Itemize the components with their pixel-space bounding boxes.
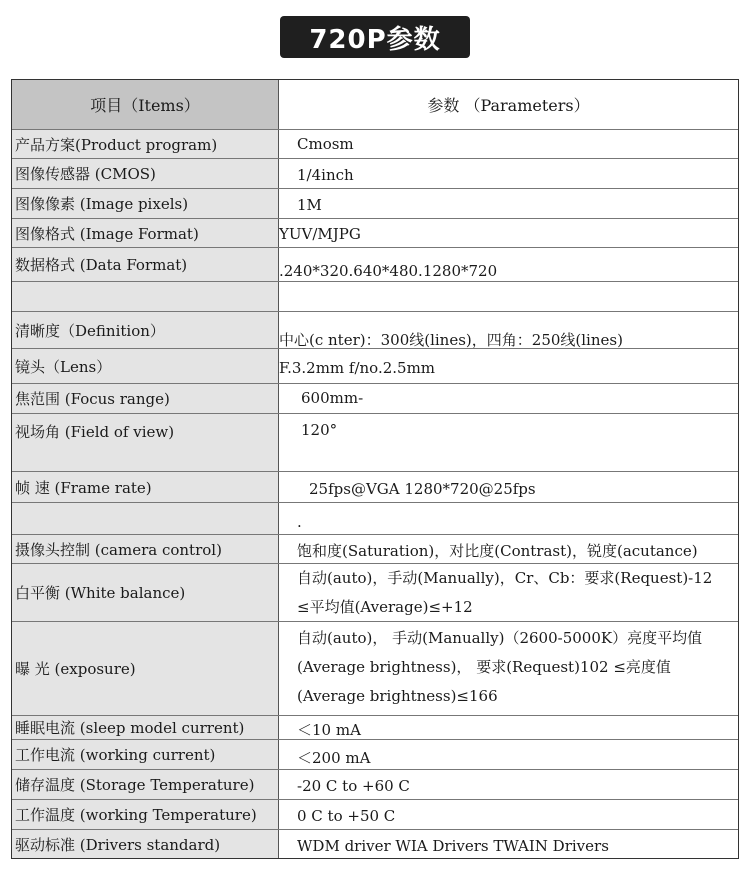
- row-label: 工作电流 (working current): [12, 740, 279, 769]
- row-value-cell: [279, 564, 738, 621]
- row-label: 驱动标准 (Drivers standard): [12, 830, 279, 858]
- row-value-cell: [279, 219, 738, 247]
- row-value-cell: [279, 349, 738, 383]
- row-value-cell: [279, 189, 738, 218]
- row-value: 1/4inch: [297, 166, 354, 184]
- row-value: 600mm-: [301, 389, 364, 407]
- row-label: 视场角 (Field of view): [12, 414, 279, 471]
- row-value-cell: [279, 716, 738, 739]
- table-row: [12, 129, 738, 158]
- row-value: 中心(c nter)：300线(lines)，四角：250线(lines): [279, 331, 623, 348]
- row-label: 工作温度 (working Temperature): [12, 800, 279, 829]
- row-value: .240*320.640*480.1280*720: [279, 262, 498, 280]
- spec-table: [11, 79, 739, 859]
- row-value: 120°: [301, 421, 338, 439]
- row-label: 帧 速 (Frame rate): [12, 472, 279, 502]
- header-items: 项目（Items）: [12, 80, 279, 129]
- row-value-line: ≤平均值(Average)≤+12: [297, 598, 473, 616]
- row-value: 0 C to +50 C: [297, 807, 396, 825]
- row-value-line: (Average brightness)， 要求(Request)102 ≤亮度值: [297, 658, 671, 676]
- row-value: ＜10 mA: [297, 721, 361, 739]
- row-label: 摄像头控制 (camera control): [12, 535, 279, 563]
- row-value-lines: [297, 624, 728, 711]
- table-row: [12, 563, 738, 621]
- row-value-cell: [279, 740, 738, 769]
- row-value-line: 自动(auto)， 手动(Manually)（2600-5000K）亮度平均值: [297, 629, 703, 647]
- row-value-cell: [279, 622, 738, 715]
- row-label: 储存温度 (Storage Temperature): [12, 770, 279, 799]
- row-value-line: 自动(auto)，手动(Manually)，Cr、Cb：要求(Request)-12: [297, 569, 713, 587]
- row-value-cell: [279, 384, 738, 413]
- table-row: [12, 621, 738, 715]
- header-parameters: 参数 （Parameters）: [427, 96, 590, 115]
- row-value: YUV/MJPG: [279, 225, 361, 243]
- row-value-cell: [279, 282, 738, 311]
- row-label: 睡眠电流 (sleep model current): [12, 716, 279, 739]
- row-value-cell: [279, 830, 738, 858]
- table-row: [12, 799, 738, 829]
- row-label: [12, 282, 279, 311]
- table-row: [12, 188, 738, 218]
- row-value: .: [297, 513, 302, 531]
- table-row: [12, 534, 738, 563]
- table-row: [12, 218, 738, 247]
- table-row: [12, 281, 738, 311]
- row-value-line: (Average brightness)≤166: [297, 687, 498, 705]
- table-header-row: [12, 80, 738, 129]
- row-value: F.3.2mm f/no.2.5mm: [279, 359, 436, 377]
- row-value-cell: [279, 248, 738, 281]
- row-value-cell: [279, 414, 738, 471]
- row-label: 焦范围 (Focus range): [12, 384, 279, 413]
- row-value-cell: [279, 159, 738, 188]
- row-label: 数据格式 (Data Format): [12, 248, 279, 281]
- row-label: 曝 光 (exposure): [12, 622, 279, 715]
- row-value-cell: [279, 130, 738, 158]
- table-row: [12, 829, 738, 858]
- row-value-cell: [279, 535, 738, 563]
- row-label: 图像像素 (Image pixels): [12, 189, 279, 218]
- table-row: [12, 769, 738, 799]
- table-row: [12, 348, 738, 383]
- row-value: 25fps@VGA 1280*720@25fps: [309, 480, 536, 498]
- table-row: [12, 158, 738, 188]
- row-label: 清晰度（Definition）: [12, 312, 279, 348]
- table-row: [12, 739, 738, 769]
- table-row: [12, 311, 738, 348]
- row-label: 产品方案(Product program): [12, 130, 279, 158]
- row-value: WDM driver WIA Drivers TWAIN Drivers: [297, 837, 609, 855]
- row-value-lines: [297, 564, 728, 621]
- table-row: [12, 247, 738, 281]
- table-row: [12, 715, 738, 739]
- row-label: 图像传感器 (CMOS): [12, 159, 279, 188]
- table-row: [12, 502, 738, 534]
- row-label: 白平衡 (White balance): [12, 564, 279, 621]
- row-value: ＜200 mA: [297, 749, 371, 767]
- row-value-cell: [279, 770, 738, 799]
- row-value: Cmosm: [297, 135, 354, 153]
- row-label: 镜头（Lens）: [12, 349, 279, 383]
- row-value-cell: [279, 503, 738, 534]
- page-title: 720P参数: [280, 16, 470, 58]
- row-value-cell: [279, 800, 738, 829]
- row-value-cell: [279, 312, 738, 348]
- table-row: [12, 413, 738, 471]
- row-value-cell: [279, 472, 738, 502]
- row-label: 图像格式 (Image Format): [12, 219, 279, 247]
- row-value: 1M: [297, 196, 322, 214]
- row-label: [12, 503, 279, 534]
- row-value: -20 C to +60 C: [297, 777, 410, 795]
- table-row: [12, 471, 738, 502]
- table-row: [12, 383, 738, 413]
- row-value: 饱和度(Saturation)，对比度(Contrast)，锐度(acutance): [297, 542, 698, 560]
